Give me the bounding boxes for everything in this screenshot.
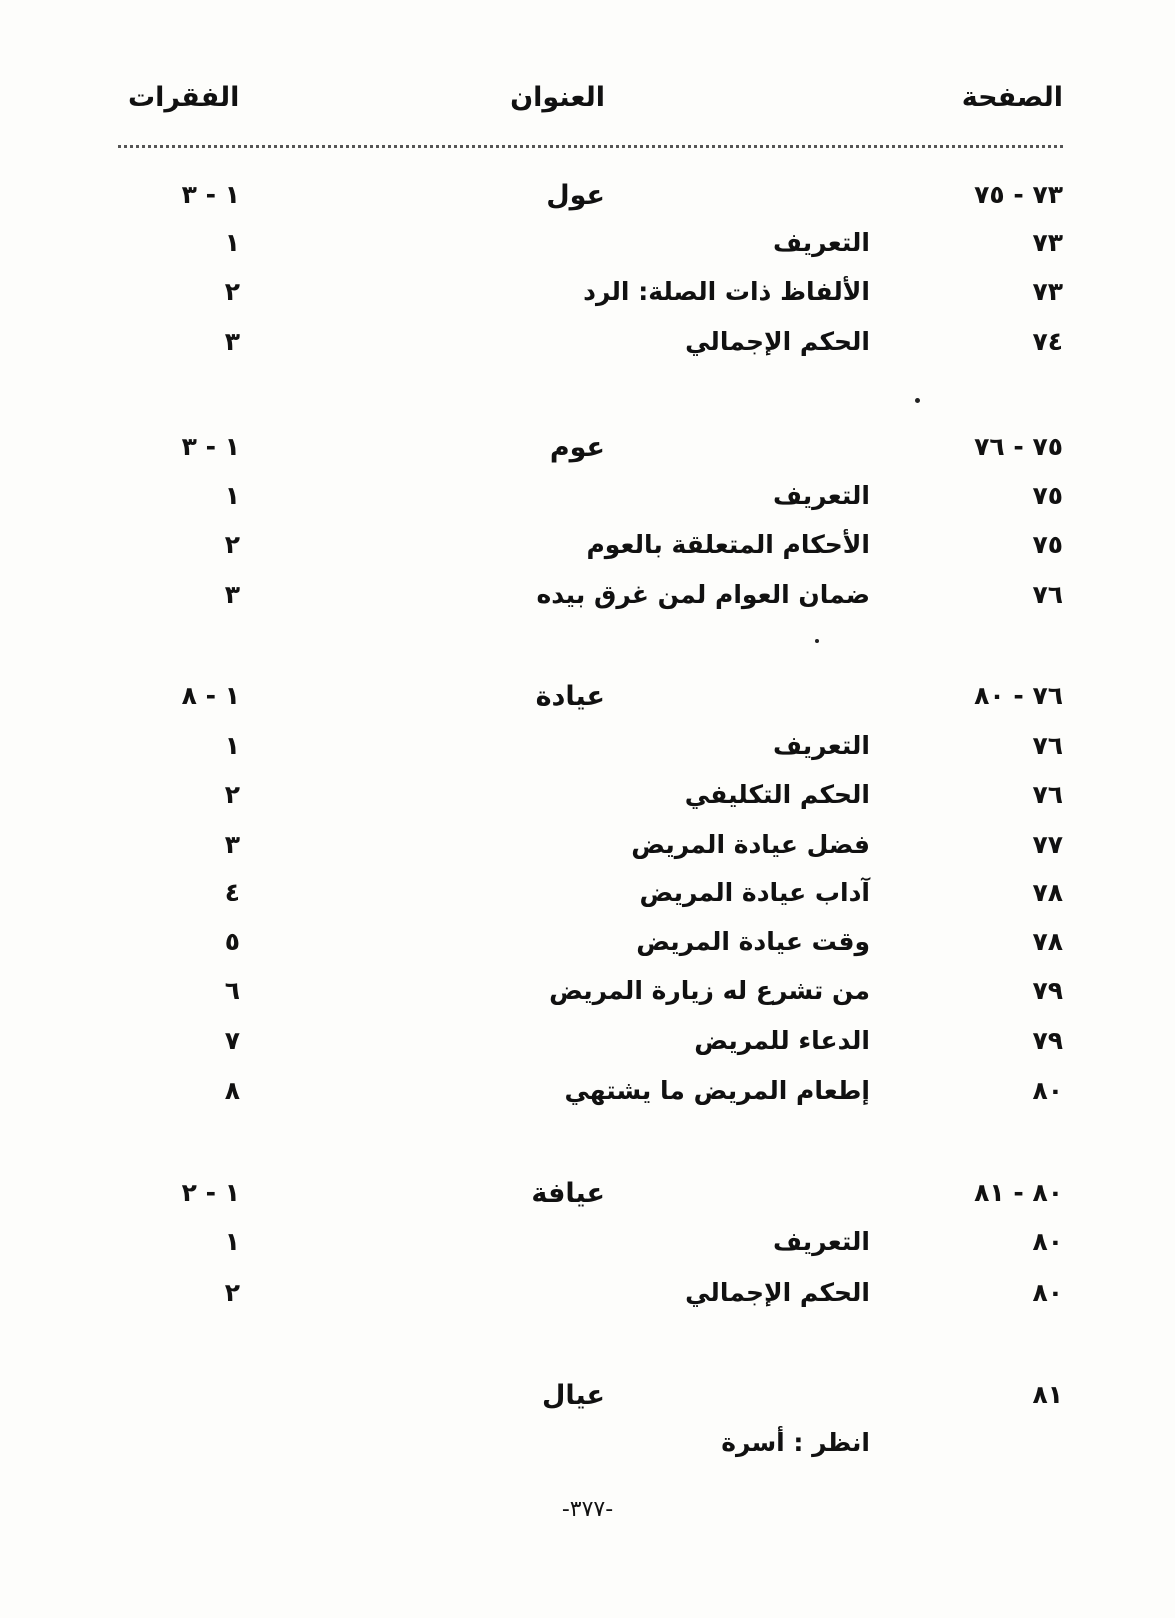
entry-title: من تشرع له زيارة المريض [549,976,870,1005]
entry-title: الحكم الإجمالي [685,327,870,356]
entry-page: ٧٦ [1032,780,1063,809]
column-header-paragraphs: الفقرات [128,82,240,113]
entry-paragraphs: ٥ [224,927,240,956]
stray-dot [815,639,819,643]
entry-paragraphs: ١ [224,731,240,760]
entry-paragraphs: ٤ [224,878,240,907]
entry-page: ٧٣ - ٧٥ [974,180,1063,209]
entry-page: ٧٧ [1032,830,1063,859]
entry-title: ضمان العوام لمن غرق بيده [536,580,870,609]
index-entry [0,780,1175,828]
entry-paragraphs: ١ [224,481,240,510]
page-number: -٣٧٧- [561,1497,614,1522]
entry-paragraphs: ٣ [224,830,240,859]
entry-page: ٧٥ [1032,530,1063,559]
entry-title: التعريف [773,1227,870,1256]
entry-title: الحكم التكليفي [684,780,870,809]
entry-paragraphs: ١ - ٣ [181,180,240,209]
entry-title: الدعاء للمريض [694,1026,870,1055]
index-entry-heading [0,180,1175,228]
index-entry [0,277,1175,325]
entry-page: ٧٥ [1032,481,1063,510]
entry-paragraphs: ٢ [224,530,240,559]
entry-page: ٧٦ [1032,731,1063,760]
entry-title: الأحكام المتعلقة بالعوم [586,530,870,559]
entry-paragraphs: ١ [224,228,240,257]
index-entry [0,830,1175,878]
entry-title: فضل عيادة المريض [631,830,870,859]
entry-title: التعريف [773,228,870,257]
entry-title: الألفاظ ذات الصلة: الرد [583,277,870,306]
entry-paragraphs: ٦ [224,976,240,1005]
entry-paragraphs: ٨ [224,1076,240,1105]
entry-title: إطعام المريض ما يشتهي [564,1076,870,1105]
entry-page: ٧٩ [1032,1026,1063,1055]
entry-page: ٧٦ - ٨٠ [974,681,1063,710]
index-entry [0,1278,1175,1326]
entry-page: ٨٠ - ٨١ [974,1178,1063,1207]
entry-page: ٧٩ [1032,976,1063,1005]
entry-paragraphs: ٣ [224,327,240,356]
entry-paragraphs: ٢ [224,1278,240,1307]
index-entry [0,327,1175,375]
entry-title: عيادة [535,681,605,712]
entry-page: ٧٥ - ٧٦ [974,432,1063,461]
entry-page: ٨١ [1032,1380,1063,1409]
entry-paragraphs: ٢ [224,277,240,306]
index-entry [0,878,1175,926]
entry-paragraphs: ١ [224,1227,240,1256]
entry-paragraphs: ٣ [224,580,240,609]
entry-title: انظر : أسرة [721,1428,870,1457]
entry-title: وقت عيادة المريض [636,927,870,956]
index-entry [0,481,1175,529]
entry-paragraphs: ١ - ٣ [181,432,240,461]
index-entry-heading [0,432,1175,480]
index-entry [0,580,1175,628]
entry-page: ٨٠ [1032,1278,1063,1307]
stray-dot [915,398,920,403]
entry-title: آداب عيادة المريض [639,878,870,907]
index-entry-heading [0,1178,1175,1226]
entry-title: عيال [541,1380,605,1411]
entry-page: ٨٠ [1032,1227,1063,1256]
entry-title: عول [546,180,605,211]
entry-title: التعريف [773,481,870,510]
entry-page: ٧٣ [1032,277,1063,306]
entry-title: التعريف [773,731,870,760]
index-entry [0,1026,1175,1074]
entry-title: عيافة [531,1178,605,1209]
index-entry-heading [0,1380,1175,1428]
entry-paragraphs: ٧ [224,1026,240,1055]
entry-page: ٨٠ [1032,1076,1063,1105]
index-entry [0,976,1175,1024]
entry-page: ٧٨ [1032,878,1063,907]
entry-paragraphs: ١ - ٢ [181,1178,240,1207]
index-entry [0,927,1175,975]
index-entry-heading [0,681,1175,729]
entry-page: ٧٣ [1032,228,1063,257]
entry-page: ٧٤ [1032,327,1063,356]
entry-title: الحكم الإجمالي [685,1278,870,1307]
entry-page: ٧٨ [1032,927,1063,956]
header-divider [118,145,1063,148]
entry-page: ٧٦ [1032,580,1063,609]
index-entry [0,530,1175,578]
column-header-title: العنوان [510,82,605,113]
index-entry [0,1227,1175,1275]
index-entry [0,228,1175,276]
entry-paragraphs: ٢ [224,780,240,809]
entry-paragraphs: ١ - ٨ [181,681,240,710]
index-entry [0,1428,1175,1476]
index-entry [0,731,1175,779]
entry-title: عوم [549,432,605,463]
index-entry [0,1076,1175,1124]
column-header-page: الصفحة [961,82,1063,113]
